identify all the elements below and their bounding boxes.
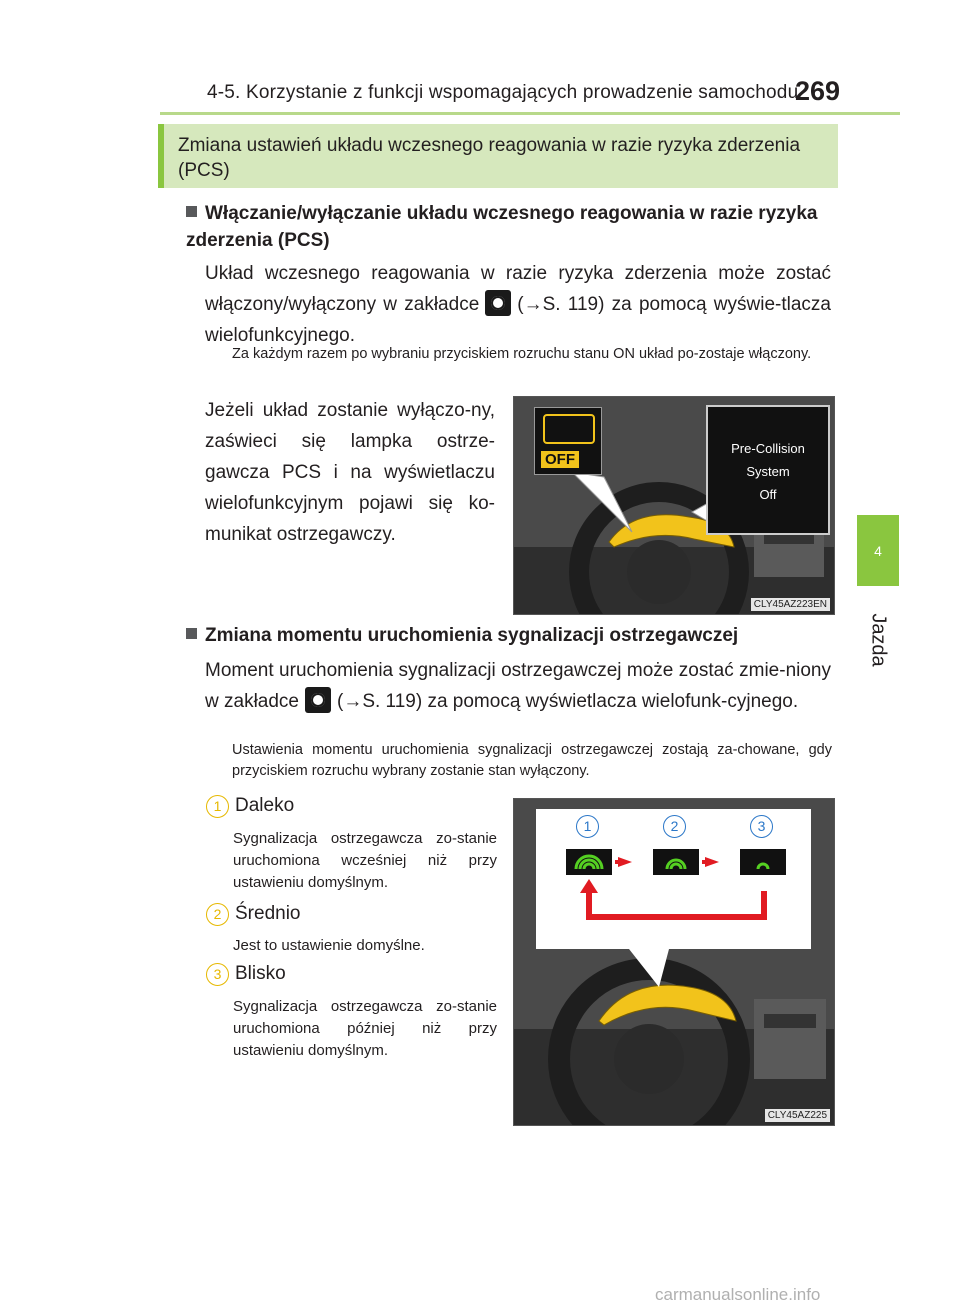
item-number-2: 2 [206,903,229,926]
chapter-title: 4-5. Korzystanie z funkcji wspomagających prowadzenie samochodu [207,82,799,103]
off-indicator: OFF [541,451,579,468]
block1-paragraph: Układ wczesnego reagowania w razie ryzyka zderzenia może zostać włączony/wyłączony w zakładce (→S. 119) za pomocą wyświe-tlacza wielofunkcyjnego. [205,263,831,346]
item-desc-1: Sygnalizacja ostrzegawcza zo-stanie uruchomiona wcześniej niż przy ustawieniu domyślnym. [233,830,497,891]
display-line-1: Pre-Collision [731,441,805,456]
page-number: 269 [795,76,841,106]
page-header [0,0,960,115]
display-line-3: Off [759,487,777,502]
pcs-off-figure [513,396,835,615]
item-title-2: Średnio [235,903,301,924]
item-desc-3: Sygnalizacja ostrzegawcza zo-stanie uruchomiona później niż przy ustawieniu domyślnym. [233,998,497,1059]
figure-code: CLY45AZ225 [765,1109,830,1122]
block2-heading: Zmiana momentu uruchomienia sygnalizacji ostrzegawczej [186,622,836,649]
figure-code: CLY45AZ223EN [751,598,830,611]
header-rule [160,112,900,115]
gear-icon [485,290,511,316]
bullet-square-icon [186,206,197,217]
block2-note: Ustawienia momentu uruchomienia sygnalizacji ostrzegawczej zostają za-chowane, gdy przyciskiem rozruchu wybrany zostanie stan wyłączony. [232,742,832,779]
pcs-off-icon [534,407,602,475]
item-title-3: Blisko [235,963,286,984]
block1-note: Za każdym razem po wybraniu przyciskiem rozruchu stanu ON układ po-zostaje włączony. [232,346,812,362]
figure-label-2: 2 [663,815,686,838]
watermark: carmanualsonline.info [655,1285,821,1304]
section-title-box [158,124,838,188]
bullet-square-icon [186,628,197,639]
item-title-1: Daleko [235,795,295,816]
item-number-1: 1 [206,795,229,818]
chapter-tab-label: Jazda [867,613,890,667]
item-desc-2: Jest to ustawienie domyślne. [233,937,425,954]
warning-timing-figure [513,798,835,1126]
dashboard-illustration [514,799,834,1125]
chapter-tab [857,515,899,586]
figure-label-1: 1 [576,815,599,838]
chapter-tab-number: 4 [874,543,882,559]
block1-heading: Włączanie/wyłączanie układu wczesnego reagowania w razie ryzyka zderzenia (PCS) [186,203,818,251]
item-number-3: 3 [206,963,229,986]
figure-label-3: 3 [750,815,773,838]
mfd-display [706,405,830,535]
block2-paragraph: Moment uruchomienia sygnalizacji ostrzegawczej może zostać zmie-niony w zakładce (→S. 119) za pomocą wyświetlacza wielofunk-cyjnego. [205,660,831,712]
display-line-2: System [746,464,790,479]
gear-icon [305,687,331,713]
section-title: Zmiana ustawień układu wczesnego reagowania w razie ryzyka zderzenia (PCS) [178,135,801,181]
car-collision-icon [543,414,595,444]
block1-paragraph-2: Jeżeli układ zostanie wyłączo-ny, zaświeci się lampka ostrze-gawcza PCS i na wyświetlaczu wielofunkcyjnym pojawi się ko-munikat ostrzegawczy. [205,400,495,545]
